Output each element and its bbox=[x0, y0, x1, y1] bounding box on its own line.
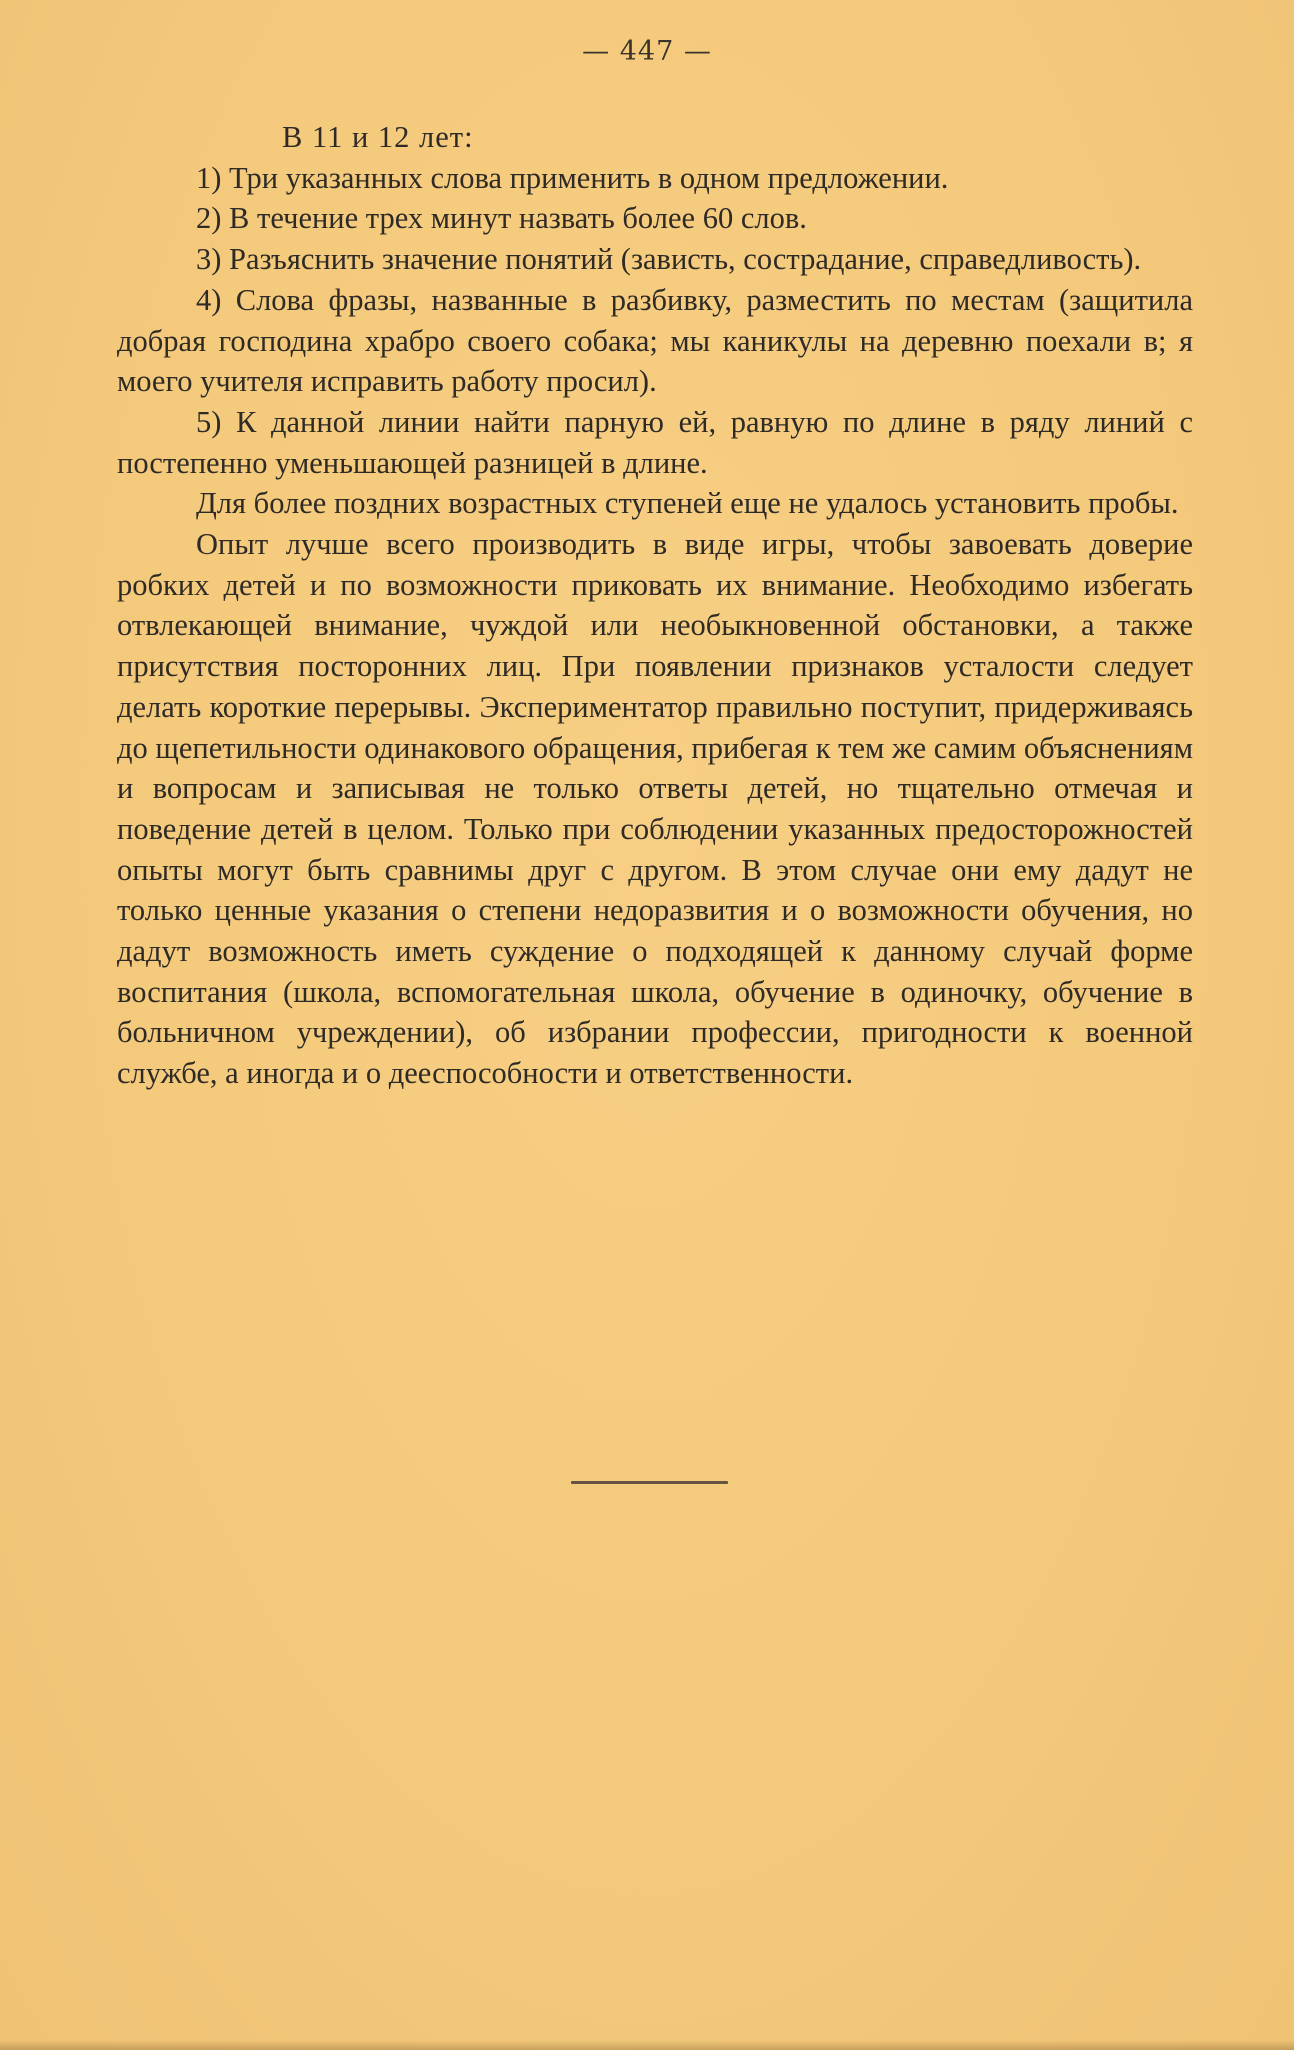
paragraph-method: Опыт лучше всего производить в виде игры, чтобы завоевать доверие робких детей и по возможности приковать их внимание. Необходимо избегать отвлекающей внимание, чуждой или необыкновенной обстановки, а также присутствия посторонних лиц. При появлении признаков усталости следует делать короткие перерывы. Экспериментатор правильно поступит, придерживаясь до щепетильности одинакового обращения, прибегая к тем же самим объяснениям и вопросам и записывая не только ответы детей, но тщательно отмечая и поведение детей в целом. Только при соблюдении указанных предосторожностей опыты могут быть сравнимы друг с другом. В этом случае они ему дадут не только ценные указания о степени недоразвития и о возможности обучения, но дадут возможность иметь суждение о подходящей к данному случай форме воспитания (школа, вспомогательная школа, обучение в одиночку, обучение в больничном учреждении), об избрании профессии, пригодности к военной службе, а иногда и о дееспособности и ответственности. bbox=[117, 527, 1193, 1091]
list-item-4: 4) Слова фразы, названные в разбивку, разместить по местам (защитила добрая господина храбро своего собака; мы каникулы на деревню поехали в; я моего учителя исправить работу просил). bbox=[117, 282, 1193, 399]
page-number: — 447 — bbox=[582, 36, 712, 67]
paragraph-later-ages: Для более поздних возрастных ступеней еще не удалось установить пробы. bbox=[196, 486, 1179, 521]
list-item-3: 3) Разъяснить значение понятий (зависть, сострадание, справедливость). bbox=[196, 242, 1142, 277]
body-text bbox=[117, 117, 1193, 1094]
list-item-2: 2) В течение трех минут назвать более 60 слов. bbox=[196, 201, 807, 236]
list-item-1: 1) Три указанных слова применить в одном предложении. bbox=[196, 160, 949, 195]
list-item-5: 5) К данной линии найти парную ей, равную по длине в ряду линий с постепенно уменьшающей разницей в длине. bbox=[117, 404, 1193, 480]
end-divider bbox=[571, 1481, 728, 1484]
section-heading: В 11 и 12 лет: bbox=[282, 120, 474, 154]
